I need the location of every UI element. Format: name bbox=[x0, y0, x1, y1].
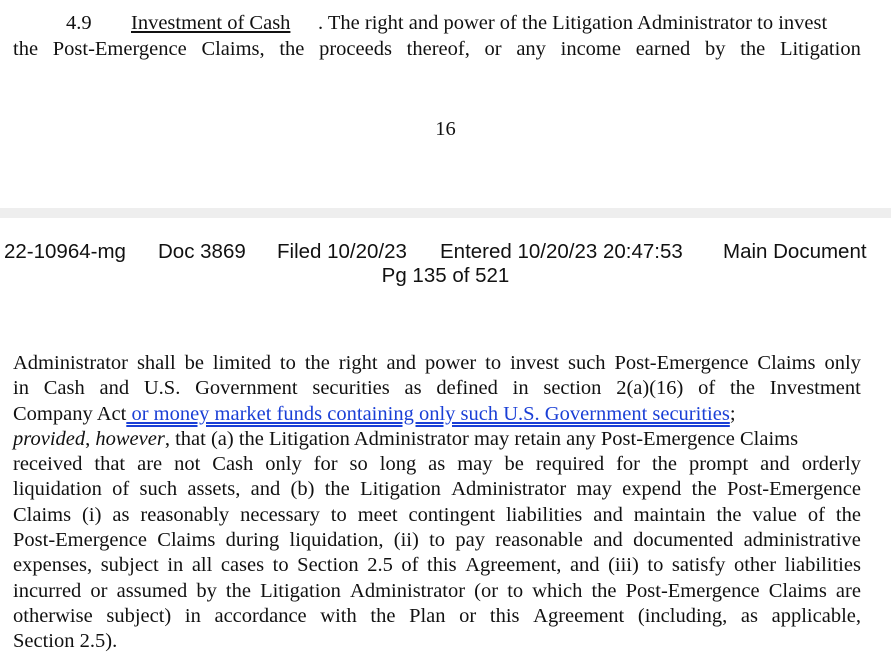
word: shall bbox=[136, 352, 176, 374]
word: and bbox=[593, 529, 623, 552]
word: (or bbox=[474, 579, 499, 602]
word: Investment bbox=[769, 377, 861, 400]
body-line bbox=[13, 477, 861, 502]
word: Claims bbox=[13, 503, 72, 526]
word: earned bbox=[635, 38, 691, 60]
word: the bbox=[729, 377, 755, 400]
word: Cash bbox=[43, 377, 85, 400]
page-info: Pg 135 of 521 bbox=[381, 264, 510, 287]
word: Litigation bbox=[260, 579, 341, 602]
word: liquidation, bbox=[289, 529, 384, 552]
word: the bbox=[691, 478, 717, 501]
case-number: 22-10964-mg bbox=[4, 240, 126, 263]
word: may bbox=[457, 453, 493, 476]
word: Post-Emergence bbox=[726, 478, 861, 501]
word: expend bbox=[622, 478, 682, 501]
word: satisfy bbox=[671, 554, 726, 577]
word: received bbox=[13, 453, 83, 476]
section-text-line1: . The right and power of the Litigation Administrator to invest bbox=[318, 12, 828, 34]
word: as bbox=[740, 604, 758, 627]
word: as bbox=[112, 503, 130, 526]
word: or bbox=[90, 579, 108, 602]
word: reasonably bbox=[140, 503, 230, 526]
word: reasonable bbox=[495, 529, 583, 552]
word: 2(a)(16) bbox=[616, 377, 684, 400]
body-line-text: ; bbox=[729, 402, 736, 425]
word: to bbox=[279, 352, 296, 374]
word: be bbox=[184, 352, 204, 374]
word: liabilities bbox=[784, 554, 861, 577]
word: incurred bbox=[13, 579, 82, 602]
word: accordance bbox=[214, 604, 307, 627]
word: of bbox=[112, 478, 130, 501]
word: the bbox=[304, 352, 330, 374]
word: by bbox=[705, 38, 726, 60]
word: to bbox=[507, 579, 524, 602]
word: and bbox=[569, 554, 600, 577]
body-line-text: Company Act bbox=[13, 402, 127, 425]
body-line bbox=[13, 528, 861, 553]
word: right bbox=[338, 352, 378, 374]
word: U.S. bbox=[143, 377, 181, 400]
word: Post-Emergence bbox=[625, 579, 760, 602]
italic-text: provided bbox=[13, 427, 86, 450]
word: to bbox=[330, 503, 347, 526]
word: applicable, bbox=[771, 604, 861, 627]
word: assets, bbox=[187, 478, 241, 501]
previous-page-fragment bbox=[0, 0, 891, 208]
document-type: Main Document bbox=[723, 240, 867, 263]
word: may bbox=[576, 478, 612, 501]
page-separator bbox=[0, 208, 891, 218]
word: and bbox=[99, 377, 130, 400]
word: which bbox=[532, 579, 583, 602]
word: with bbox=[320, 604, 357, 627]
word: Government bbox=[195, 377, 298, 400]
word: to bbox=[272, 554, 289, 577]
word: (b) bbox=[290, 478, 315, 501]
word: to bbox=[485, 352, 502, 374]
word: Administrator bbox=[451, 478, 567, 501]
word: Post-Emergence bbox=[13, 529, 147, 552]
word: value bbox=[752, 503, 797, 526]
word: defined bbox=[436, 377, 498, 400]
word: income bbox=[560, 38, 621, 60]
word: for bbox=[616, 453, 640, 476]
word: pay bbox=[455, 529, 485, 552]
word: cases bbox=[220, 554, 265, 577]
word: and bbox=[760, 453, 790, 476]
word: contingent bbox=[408, 503, 496, 526]
word: the bbox=[370, 604, 396, 627]
word: so bbox=[349, 453, 368, 476]
word: limited bbox=[212, 352, 271, 374]
word: in bbox=[512, 377, 529, 400]
word: administrative bbox=[743, 529, 861, 552]
body-line bbox=[13, 503, 861, 528]
word: orderly bbox=[801, 453, 861, 476]
word: such bbox=[139, 478, 178, 501]
word: otherwise bbox=[13, 604, 93, 627]
word: and bbox=[250, 478, 281, 501]
word: Administrator bbox=[13, 352, 129, 374]
word: for bbox=[313, 453, 338, 476]
word: the bbox=[716, 503, 742, 526]
section-text-line2 bbox=[13, 37, 861, 62]
body-line bbox=[13, 579, 861, 604]
body-line-text: , that (a) the Litigation Administrator may retain any Post-Emergence Claims bbox=[164, 427, 799, 450]
body-line: Section 2.5). bbox=[13, 630, 118, 653]
word: Agreement, bbox=[465, 554, 562, 577]
body-paragraph bbox=[13, 351, 861, 655]
word: the bbox=[279, 38, 305, 60]
word: or bbox=[459, 604, 477, 627]
body-line bbox=[13, 452, 861, 477]
word: meet bbox=[357, 503, 398, 526]
word: securities bbox=[312, 377, 390, 400]
word: the bbox=[324, 478, 350, 501]
page-number: 16 bbox=[435, 118, 456, 140]
word: are bbox=[137, 453, 163, 476]
word: as bbox=[404, 377, 422, 400]
word: Claims, bbox=[201, 38, 265, 60]
italic-text: however bbox=[95, 427, 165, 450]
word: power bbox=[425, 352, 477, 374]
word: Post-Emergence bbox=[614, 352, 749, 374]
body-line bbox=[13, 402, 861, 427]
body-line bbox=[13, 604, 861, 629]
word: this bbox=[427, 554, 457, 577]
word: liquidation bbox=[13, 478, 102, 501]
word: or bbox=[484, 38, 502, 60]
word: Claims bbox=[757, 352, 816, 374]
word: the bbox=[651, 453, 677, 476]
word: proceeds bbox=[319, 38, 392, 60]
doc-number: Doc 3869 bbox=[158, 240, 246, 263]
word: Plan bbox=[409, 604, 446, 627]
word: prompt bbox=[688, 453, 749, 476]
section-number: 4.9 bbox=[66, 12, 92, 34]
word: Agreement bbox=[533, 604, 625, 627]
word: of bbox=[698, 377, 716, 400]
word: the bbox=[13, 38, 39, 60]
word: required bbox=[535, 453, 605, 476]
word: subject) bbox=[106, 604, 172, 627]
word: (i) bbox=[82, 503, 102, 526]
word: that bbox=[94, 453, 126, 476]
word: in bbox=[13, 377, 29, 400]
word: during bbox=[225, 529, 280, 552]
body-line bbox=[13, 351, 861, 376]
word: (including, bbox=[637, 604, 728, 627]
body-line bbox=[13, 376, 861, 401]
word: the bbox=[591, 579, 617, 602]
word: thereof, bbox=[406, 38, 470, 60]
word: this bbox=[489, 604, 520, 627]
word: only bbox=[265, 453, 302, 476]
inserted-text: or money market funds containing only such U.S. Government securities bbox=[126, 402, 730, 425]
word: to bbox=[429, 529, 446, 552]
word: be bbox=[504, 453, 524, 476]
word: documented bbox=[633, 529, 734, 552]
section-title: Investment of Cash bbox=[131, 12, 291, 34]
word: Section bbox=[297, 554, 359, 577]
body-line-text: , bbox=[85, 427, 96, 450]
word: to bbox=[647, 554, 664, 577]
word: maintain bbox=[633, 503, 706, 526]
word: subject bbox=[100, 554, 159, 577]
word: as bbox=[428, 453, 446, 476]
word: (ii) bbox=[393, 529, 419, 552]
word: Cash bbox=[212, 453, 254, 476]
word: section bbox=[543, 377, 602, 400]
filed-date: Filed 10/20/23 bbox=[277, 240, 407, 263]
word: in bbox=[184, 604, 201, 627]
word: necessary bbox=[240, 503, 320, 526]
word: of bbox=[807, 503, 825, 526]
word: long bbox=[379, 453, 417, 476]
word: and bbox=[593, 503, 623, 526]
word: Post-Emergence bbox=[52, 38, 187, 60]
body-line bbox=[13, 427, 861, 452]
word: by bbox=[196, 579, 217, 602]
word: Claims bbox=[768, 579, 827, 602]
word: 2.5 bbox=[367, 554, 393, 577]
word: of bbox=[401, 554, 419, 577]
word: such bbox=[567, 352, 606, 374]
word: Litigation bbox=[360, 478, 441, 501]
word: other bbox=[733, 554, 777, 577]
word: all bbox=[191, 554, 213, 577]
word: Litigation bbox=[779, 38, 861, 60]
word: in bbox=[167, 554, 184, 577]
word: Administrator bbox=[350, 579, 466, 602]
word: expenses, bbox=[13, 554, 93, 577]
word: and bbox=[386, 352, 417, 374]
body-line bbox=[13, 553, 861, 578]
entered-date: Entered 10/20/23 20:47:53 bbox=[440, 240, 683, 263]
word: are bbox=[835, 579, 861, 602]
word: the bbox=[225, 579, 251, 602]
word: not bbox=[174, 453, 201, 476]
word: the bbox=[740, 38, 766, 60]
word: only bbox=[824, 352, 861, 374]
word: the bbox=[835, 503, 861, 526]
word: (iii) bbox=[608, 554, 639, 577]
word: liabilities bbox=[505, 503, 583, 526]
word: invest bbox=[510, 352, 560, 374]
word: assumed bbox=[116, 579, 188, 602]
word: Claims bbox=[157, 529, 216, 552]
word: any bbox=[516, 38, 546, 60]
